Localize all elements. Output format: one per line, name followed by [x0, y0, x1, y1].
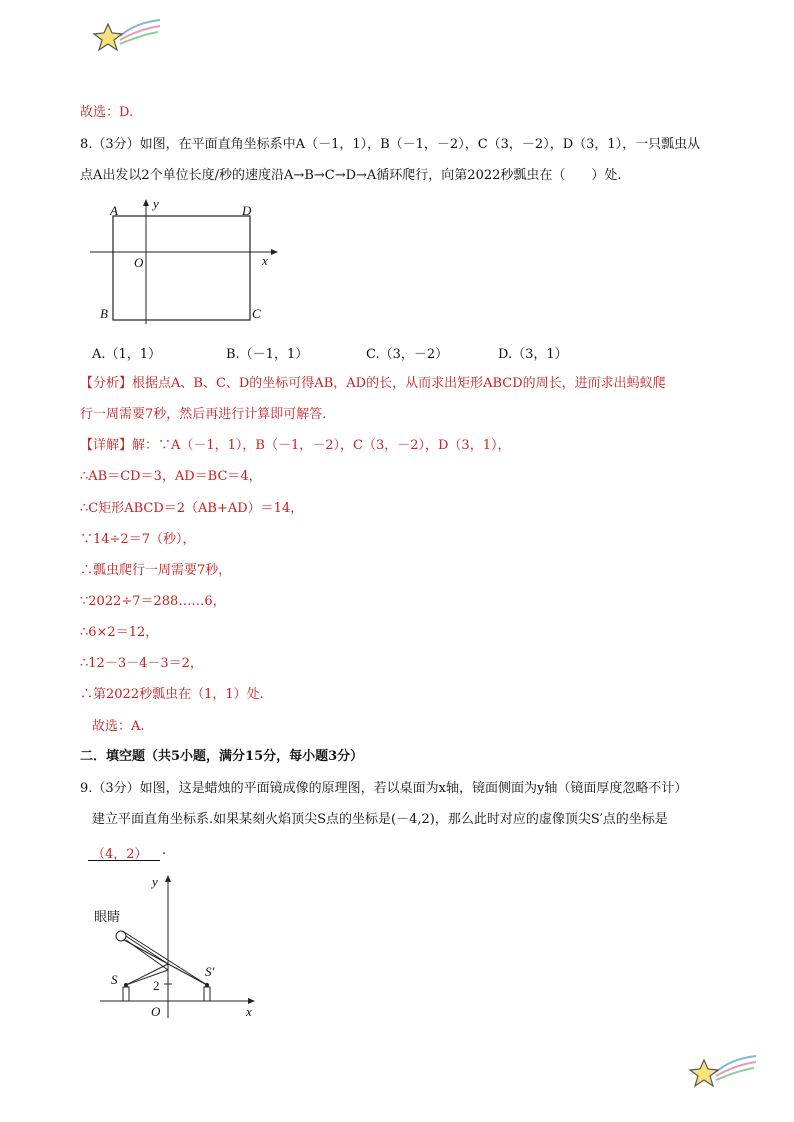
candle-left [123, 987, 129, 1001]
label-a: A [110, 203, 118, 218]
label-origin: O [151, 1004, 161, 1019]
label-d: D [242, 203, 252, 218]
label-origin: O [134, 255, 144, 270]
label-two: 2 [153, 978, 160, 993]
label-y: y [153, 196, 159, 211]
q8-conclusion: 故选：A. [92, 719, 145, 734]
shooting-star-icon [92, 16, 164, 58]
label-x: x [246, 1004, 252, 1019]
q9-stem-line1: 9.（3分）如图，这是蜡烛的平面镜成像的原理图，若以桌面为x轴，镜面侧面为y轴（镜面厚度忽略不计） [80, 781, 688, 796]
label-y: y [152, 874, 158, 889]
shooting-star-icon [688, 1052, 760, 1094]
q8-stem-line1: 8.（3分）如图，在平面直角坐标系中A（－1，1），B（－1，－2），C（3，－2），D（3，1），一只瓢虫从 [80, 137, 701, 152]
label-s: S [111, 972, 118, 987]
q8-step-5: ∵2022÷7＝288……6， [80, 594, 226, 609]
q9-mirror-diagram [90, 868, 270, 1028]
q8-step-6: ∴6×2＝12， [80, 625, 159, 640]
q8-step-4: ∴瓢虫爬行一周需要7秒， [80, 563, 232, 578]
q8-figure [88, 196, 288, 326]
label-x: x [262, 253, 268, 268]
q8-analysis-line1: 【分析】根据点A、B、C、D的坐标可得AB，AD的长，从而求出矩形ABCD的周长，进而求出蚂蚁爬 [80, 376, 666, 391]
option-a: A.（1，1） [92, 347, 162, 362]
q9-answer-period: . [162, 843, 167, 858]
q8-detail: 【详解】解：∵A（－1，1），B（－1，－2），C（3，－2），D（3，1）， [80, 438, 511, 453]
q8-step-8: ∴第2022秒瓢虫在（1，1）处. [80, 687, 264, 702]
option-b: B.（－1，1） [226, 347, 309, 362]
label-b: B [100, 306, 108, 321]
q9-stem-line2: 建立平面直角坐标系.如果某刻火焰顶尖S点的坐标是(－4,2)，那么此时对应的虚像顶尖S′点的坐标是 [92, 812, 668, 827]
q8-stem-line2: 点A出发以2个单位长度/秒的速度沿A→B→C→D→A循环爬行，向第2022秒瓢虫在（ ）处. [80, 168, 622, 183]
option-d: D.（3，1） [498, 347, 568, 362]
answer-underline [88, 860, 160, 861]
label-s-prime: S′ [205, 964, 215, 979]
q9-figure [90, 868, 270, 1028]
option-c: C.（3，－2） [366, 347, 449, 362]
q8-step-3: ∵14÷2＝7（秒）， [80, 532, 196, 547]
q8-step-7: ∴12－3－4－3＝2， [80, 656, 203, 671]
q9-answer: （4，2） [92, 847, 148, 862]
q8-step-2: ∴C矩形ABCD＝2（AB+AD）＝14， [80, 501, 304, 516]
previous-answer: 故选：D. [80, 105, 134, 120]
q8-analysis-line2: 行一周需要7秒，然后再进行计算即可解答. [80, 407, 327, 422]
candle-right [204, 987, 210, 1001]
q8-step-1: ∴AB＝CD＝3，AD＝BC＝4， [80, 469, 262, 484]
label-c: C [252, 306, 261, 321]
label-eye: 眼睛 [94, 910, 121, 925]
section-heading: 二．填空题（共5小题，满分15分，每小题3分） [80, 749, 364, 764]
